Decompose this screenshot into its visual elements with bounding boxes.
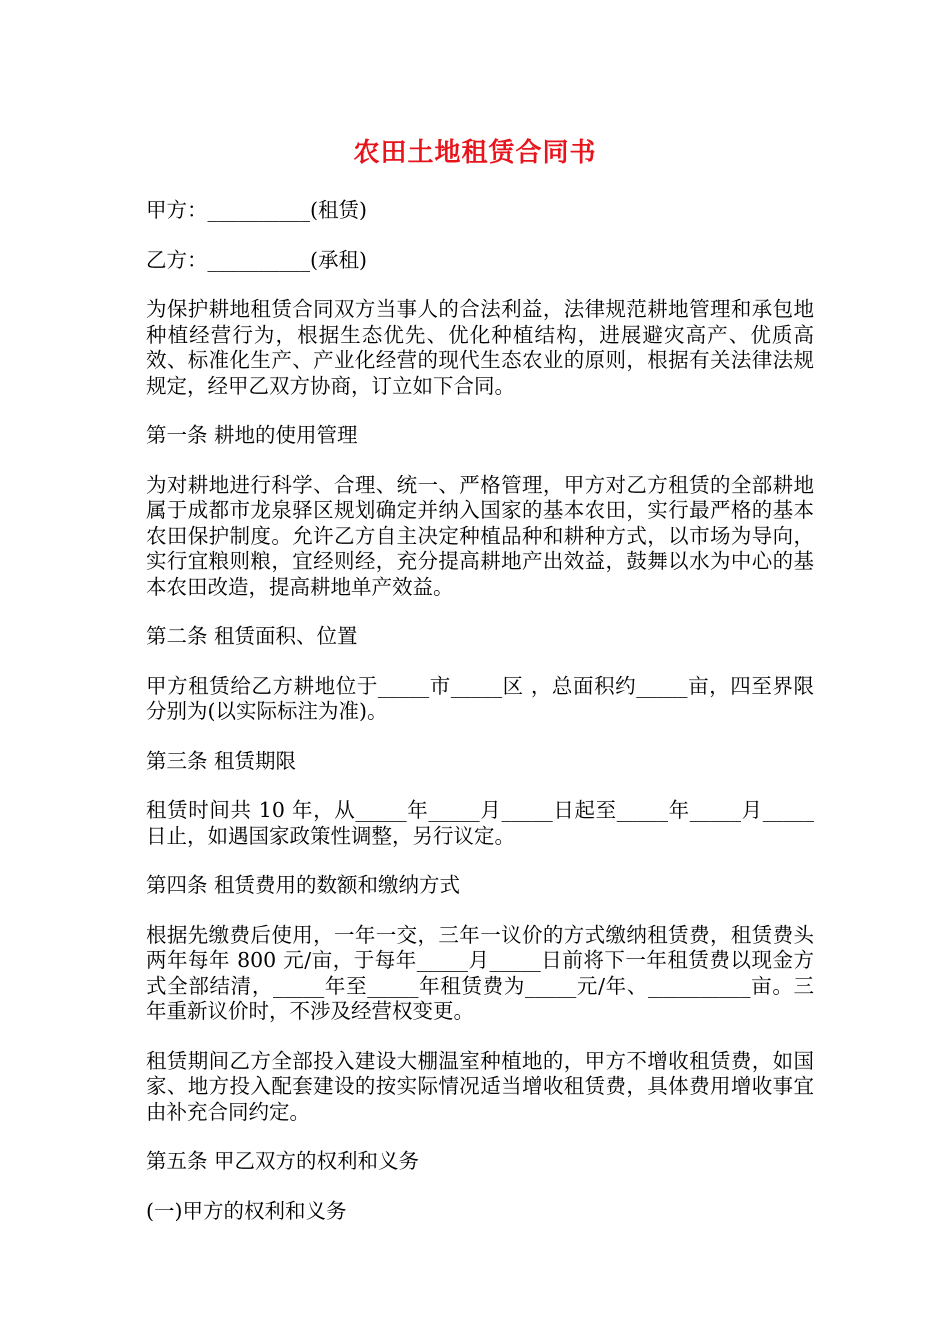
article-2-heading: 第二条 租赁面积、位置: [146, 624, 358, 648]
party-b-line: 乙方：__________(承租): [146, 247, 367, 272]
article-4-paragraph-2: 租赁期间乙方全部投入建设大棚温室种植地的，甲方不增收租赁费，如国家、地方投入配套建设的按实际情况适当增收租赁费，具体费用增收事宜由补充合同约定。: [146, 1048, 814, 1124]
article-5-subheading: (一)甲方的权利和义务: [146, 1198, 347, 1223]
document-title: 农田土地租赁合同书: [353, 138, 597, 168]
article-3-heading: 第三条 租赁期限: [146, 748, 297, 773]
document-body: [146, 198, 814, 1248]
party-a-line: 甲方：__________(租赁): [146, 198, 367, 222]
article-2-paragraph: 甲方租赁给乙方耕地位于_____市_____区 ，总面积约_____亩，四至界限分别为(以实际标注为准)。: [146, 673, 814, 723]
article-5-heading: 第五条 甲乙双方的权利和义务: [146, 1149, 420, 1173]
article-3-paragraph: 租赁时间共 10 年，从_____年_____月_____日起至_____年_____月_____日止，如遇国家政策性调整，另行议定。: [146, 798, 814, 848]
article-4-paragraph-1: 根据先缴费后使用，一年一交，三年一议价的方式缴纳租赁费，租赁费头两年每年 800 元/亩，于每年_____月_____日前将下一年租赁费以现金方式全部结清，_____年至_____年租赁费为_____元/年、__________亩。三年重新议价时，不涉及经营权变更。: [146, 922, 814, 1023]
article-1-paragraph: 为对耕地进行科学、合理、统一、严格管理，甲方对乙方租赁的全部耕地属于成都市龙泉驿区规划确定并纳入国家的基本农田，实行最严格的基本农田保护制度。允许乙方自主决定种植品种和耕种方式，以市场为导向，实行宜粮则粮，宜经则经，充分提高耕地产出效益，鼓舞以水为中心的基本农田改造，提高耕地单产效益。: [146, 472, 814, 599]
preamble-paragraph: 为保护耕地租赁合同双方当事人的合法利益，法律规范耕地管理和承包地种植经营行为，根据生态优先、优化种植结构，进展避灾高产、优质高效、标准化生产、产业化经营的现代生态农业的原则，根据有关法律法规规定，经甲乙双方协商，订立如下合同。: [146, 297, 814, 398]
article-4-heading: 第四条 租赁费用的数额和缴纳方式: [146, 873, 461, 897]
article-1-heading: 第一条 耕地的使用管理: [146, 423, 358, 447]
